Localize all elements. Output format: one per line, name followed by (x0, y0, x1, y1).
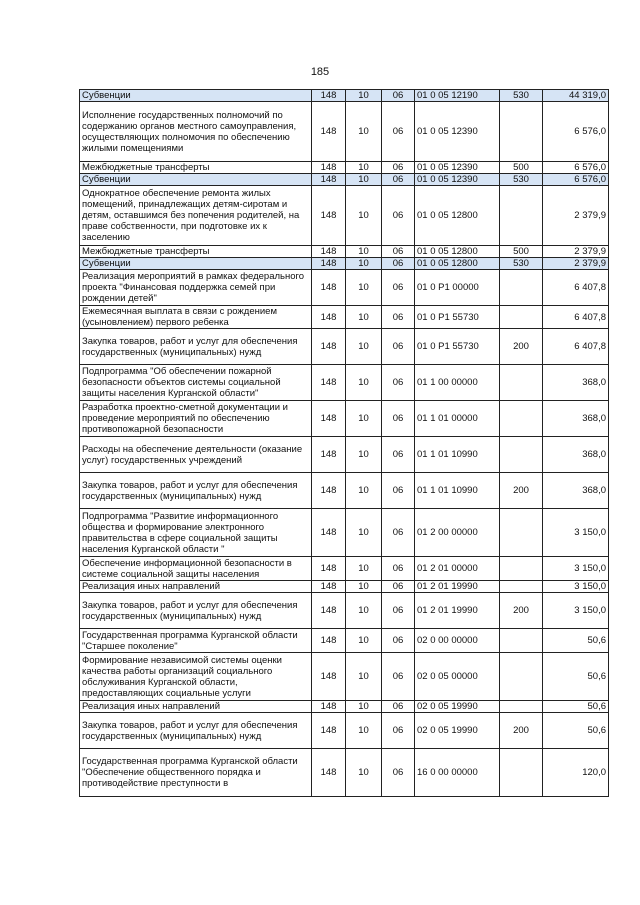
table-row (80, 473, 609, 509)
row-subsection: 06 (382, 365, 415, 401)
row-code: 148 (312, 270, 346, 306)
row-type: 530 (500, 258, 543, 270)
row-code: 148 (312, 90, 346, 102)
row-article: 02 0 00 00000 (415, 629, 500, 653)
row-section: 10 (346, 306, 382, 329)
row-section: 10 (346, 593, 382, 629)
row-sum: 368,0 (543, 437, 609, 473)
row-type (500, 437, 543, 473)
row-section: 10 (346, 401, 382, 437)
row-sum: 6 407,8 (543, 270, 609, 306)
row-name: Межбюджетные трансферты (80, 162, 312, 174)
row-type: 200 (500, 329, 543, 365)
row-code: 148 (312, 509, 346, 557)
row-subsection: 06 (382, 593, 415, 629)
row-article: 01 0 Р1 55730 (415, 306, 500, 329)
row-sum: 2 379,9 (543, 186, 609, 246)
row-section: 10 (346, 653, 382, 701)
table-row (80, 186, 609, 246)
row-sum: 6 407,8 (543, 329, 609, 365)
row-type (500, 270, 543, 306)
row-subsection: 06 (382, 102, 415, 162)
row-subsection: 06 (382, 162, 415, 174)
row-code: 148 (312, 653, 346, 701)
row-name: Субвенции (80, 174, 312, 186)
row-subsection: 06 (382, 713, 415, 749)
table-row (80, 629, 609, 653)
row-subsection: 06 (382, 258, 415, 270)
row-name: Подпрограмма "Об обеспечении пожарной безопасности объектов системы социальной защиты населения Курганской области" (80, 365, 312, 401)
row-name: Исполнение государственных полномочий по содержанию органов местного самоуправления, осуществляющих полномочия по обеспечению жилыми помещениями (80, 102, 312, 162)
row-name: Разработка проектно-сметной документации и проведение мероприятий по обеспечению противопожарной безопасности (80, 401, 312, 437)
row-sum: 368,0 (543, 401, 609, 437)
table-row (80, 401, 609, 437)
row-code: 148 (312, 186, 346, 246)
row-subsection: 06 (382, 473, 415, 509)
row-article: 01 0 05 12800 (415, 258, 500, 270)
row-name: Расходы на обеспечение деятельности (оказание услуг) государственных учреждений (80, 437, 312, 473)
row-type: 200 (500, 473, 543, 509)
row-article: 01 0 05 12800 (415, 186, 500, 246)
table-row (80, 246, 609, 258)
row-section: 10 (346, 509, 382, 557)
row-type: 530 (500, 174, 543, 186)
table-row (80, 270, 609, 306)
row-sum: 2 379,9 (543, 258, 609, 270)
row-article: 02 0 05 00000 (415, 653, 500, 701)
row-code: 148 (312, 713, 346, 749)
row-type (500, 629, 543, 653)
row-code: 148 (312, 102, 346, 162)
row-subsection: 06 (382, 90, 415, 102)
table-row (80, 581, 609, 593)
row-section: 10 (346, 749, 382, 797)
row-name: Государственная программа Курганской области "Старшее поколение" (80, 629, 312, 653)
table-row (80, 701, 609, 713)
row-name: Подпрограмма "Развитие информационного общества и формирование электронного правительства в сфере социальной защиты населения Курганской области " (80, 509, 312, 557)
row-sum: 6 407,8 (543, 306, 609, 329)
row-code: 148 (312, 581, 346, 593)
table-row (80, 365, 609, 401)
table-row (80, 258, 609, 270)
row-type (500, 581, 543, 593)
row-code: 148 (312, 306, 346, 329)
row-sum: 368,0 (543, 365, 609, 401)
row-section: 10 (346, 581, 382, 593)
row-sum: 3 150,0 (543, 581, 609, 593)
row-article: 02 0 05 19990 (415, 701, 500, 713)
row-article: 01 0 05 12390 (415, 174, 500, 186)
row-name: Субвенции (80, 90, 312, 102)
row-subsection: 06 (382, 629, 415, 653)
row-name: Субвенции (80, 258, 312, 270)
table-row (80, 437, 609, 473)
row-name: Закупка товаров, работ и услуг для обеспечения государственных (муниципальных) нужд (80, 593, 312, 629)
row-section: 10 (346, 437, 382, 473)
row-type: 500 (500, 246, 543, 258)
row-section: 10 (346, 329, 382, 365)
row-code: 148 (312, 162, 346, 174)
row-code: 148 (312, 473, 346, 509)
row-subsection: 06 (382, 749, 415, 797)
row-code: 148 (312, 593, 346, 629)
row-subsection: 06 (382, 401, 415, 437)
row-article: 01 2 01 00000 (415, 557, 500, 581)
row-code: 148 (312, 701, 346, 713)
row-name: Закупка товаров, работ и услуг для обеспечения государственных (муниципальных) нужд (80, 473, 312, 509)
row-code: 148 (312, 365, 346, 401)
row-sum: 120,0 (543, 749, 609, 797)
row-sum: 50,6 (543, 701, 609, 713)
table-row (80, 509, 609, 557)
table-row (80, 713, 609, 749)
row-sum: 2 379,9 (543, 246, 609, 258)
table-row (80, 557, 609, 581)
row-article: 01 0 Р1 00000 (415, 270, 500, 306)
row-article: 01 2 00 00000 (415, 509, 500, 557)
row-code: 148 (312, 437, 346, 473)
table-row (80, 102, 609, 162)
row-code: 148 (312, 629, 346, 653)
row-sum: 6 576,0 (543, 174, 609, 186)
table-row (80, 653, 609, 701)
row-type (500, 749, 543, 797)
row-subsection: 06 (382, 329, 415, 365)
row-name: Закупка товаров, работ и услуг для обеспечения государственных (муниципальных) нужд (80, 713, 312, 749)
row-name: Межбюджетные трансферты (80, 246, 312, 258)
row-section: 10 (346, 365, 382, 401)
row-article: 01 1 01 10990 (415, 473, 500, 509)
row-sum: 50,6 (543, 653, 609, 701)
table-row (80, 329, 609, 365)
row-type: 200 (500, 713, 543, 749)
row-subsection: 06 (382, 437, 415, 473)
row-subsection: 06 (382, 174, 415, 186)
row-article: 01 1 01 10990 (415, 437, 500, 473)
row-subsection: 06 (382, 509, 415, 557)
row-type (500, 653, 543, 701)
row-subsection: 06 (382, 557, 415, 581)
table-row (80, 162, 609, 174)
row-section: 10 (346, 90, 382, 102)
row-type (500, 365, 543, 401)
row-type (500, 557, 543, 581)
row-subsection: 06 (382, 186, 415, 246)
row-type (500, 102, 543, 162)
row-code: 148 (312, 749, 346, 797)
row-code: 148 (312, 557, 346, 581)
row-section: 10 (346, 713, 382, 749)
row-name: Обеспечение информационной безопасности в системе социальной защиты населения (80, 557, 312, 581)
row-subsection: 06 (382, 581, 415, 593)
row-code: 148 (312, 401, 346, 437)
table-row (80, 306, 609, 329)
row-name: Однократное обеспечение ремонта жилых помещений, принадлежащих детям-сиротам и детям, оставшимся без попечения родителей, на праве собственности, при подготовке их к заселению (80, 186, 312, 246)
row-sum: 3 150,0 (543, 593, 609, 629)
row-subsection: 06 (382, 701, 415, 713)
row-sum: 50,6 (543, 629, 609, 653)
row-article: 02 0 05 19990 (415, 713, 500, 749)
row-section: 10 (346, 186, 382, 246)
row-code: 148 (312, 174, 346, 186)
row-section: 10 (346, 162, 382, 174)
row-article: 01 2 01 19990 (415, 593, 500, 629)
row-article: 01 0 05 12390 (415, 102, 500, 162)
row-type: 200 (500, 593, 543, 629)
row-type: 530 (500, 90, 543, 102)
row-sum: 3 150,0 (543, 509, 609, 557)
row-type (500, 509, 543, 557)
row-name: Реализация иных направлений (80, 581, 312, 593)
row-type (500, 401, 543, 437)
row-name: Государственная программа Курганской области "Обеспечение общественного порядка и противодействие преступности в (80, 749, 312, 797)
row-section: 10 (346, 557, 382, 581)
row-code: 148 (312, 258, 346, 270)
row-code: 148 (312, 246, 346, 258)
row-subsection: 06 (382, 270, 415, 306)
row-section: 10 (346, 629, 382, 653)
row-sum: 50,6 (543, 713, 609, 749)
row-sum: 3 150,0 (543, 557, 609, 581)
row-type (500, 701, 543, 713)
row-subsection: 06 (382, 653, 415, 701)
row-article: 16 0 00 00000 (415, 749, 500, 797)
row-code: 148 (312, 329, 346, 365)
table-row (80, 749, 609, 797)
row-name: Реализация мероприятий в рамках федерального проекта "Финансовая поддержка семей при рождении детей" (80, 270, 312, 306)
row-article: 01 0 05 12390 (415, 162, 500, 174)
row-section: 10 (346, 258, 382, 270)
row-type (500, 306, 543, 329)
row-sum: 368,0 (543, 473, 609, 509)
row-name: Реализация иных направлений (80, 701, 312, 713)
row-type (500, 186, 543, 246)
row-sum: 6 576,0 (543, 162, 609, 174)
row-subsection: 06 (382, 306, 415, 329)
row-section: 10 (346, 701, 382, 713)
table-row (80, 593, 609, 629)
row-article: 01 0 05 12800 (415, 246, 500, 258)
row-sum: 44 319,0 (543, 90, 609, 102)
row-name: Ежемесячная выплата в связи с рождением (усыновлением) первого ребенка (80, 306, 312, 329)
row-section: 10 (346, 102, 382, 162)
row-section: 10 (346, 270, 382, 306)
page-number: 185 (310, 66, 330, 78)
row-name: Закупка товаров, работ и услуг для обеспечения государственных (муниципальных) нужд (80, 329, 312, 365)
row-article: 01 0 Р1 55730 (415, 329, 500, 365)
row-article: 01 0 05 12190 (415, 90, 500, 102)
row-subsection: 06 (382, 246, 415, 258)
row-section: 10 (346, 174, 382, 186)
row-article: 01 1 01 00000 (415, 401, 500, 437)
row-sum: 6 576,0 (543, 102, 609, 162)
row-section: 10 (346, 473, 382, 509)
row-article: 01 1 00 00000 (415, 365, 500, 401)
budget-table (79, 89, 609, 797)
row-section: 10 (346, 246, 382, 258)
row-type: 500 (500, 162, 543, 174)
table-row (80, 90, 609, 102)
row-article: 01 2 01 19990 (415, 581, 500, 593)
table-row (80, 174, 609, 186)
row-name: Формирование независимой системы оценки качества работы организаций социального обслуживания Курганской области, предоставляющих социальные услуги (80, 653, 312, 701)
